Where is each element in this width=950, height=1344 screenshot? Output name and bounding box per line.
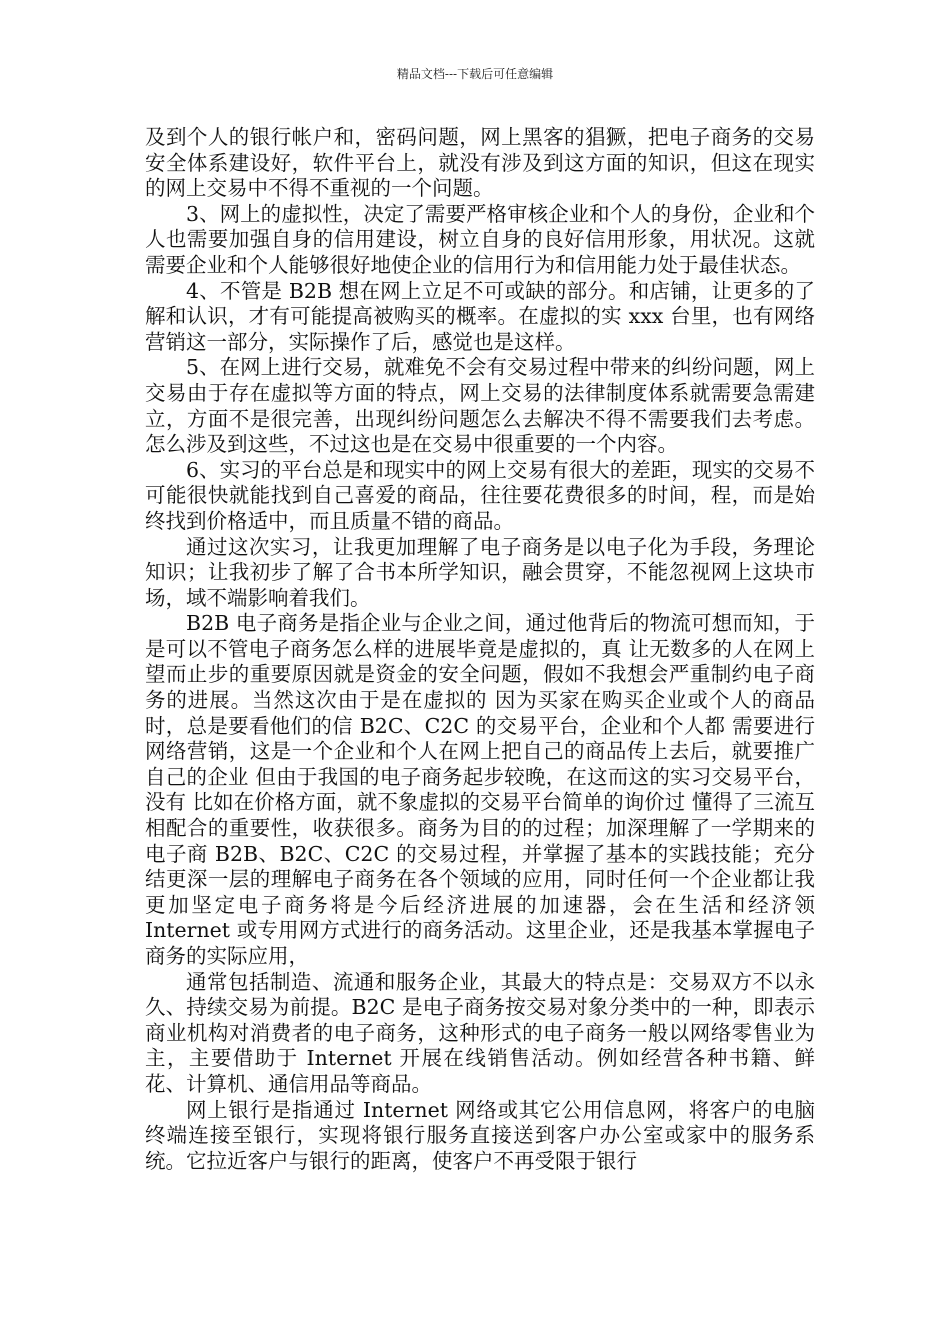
paragraph-4: 5、在网上进行交易，就难免不会有交易过程中带来的纠纷问题，网上交易由于存在虚拟等方面的特点，网上交易的法律制度体系就需要急需建立，方面不是很完善，出现纠纷问题怎么去解决不得不需要我们去考虑。怎么涉及到这些，不过这也是在交易中很重要的一个内容。 [145,355,815,457]
paragraph-2: 3、网上的虚拟性，决定了需要严格审核企业和个人的身份，企业和个人也需要加强自身的信用建设，树立自身的良好信用形象，用状况。这就需要企业和个人能够很好地使企业的信用行为和信用能力处于最佳状态。 [145,201,815,277]
paragraph-6: 通过这次实习，让我更加理解了电子商务是以电子化为手段，务理论知识；让我初步了解了合书本所学知识，融会贯穿，不能忽视网上这块市场，域不端影响着我们。 [145,534,815,610]
page-header: 精品文档---下载后可任意编辑 [396,67,554,81]
paragraph-7: B2B 电子商务是指企业与企业之间，通过他背后的物流可想而知，于是可以不管电子商务怎么样的进展毕竟是虚拟的，真 让无数多的人在网上望而止步的重要原因就是资金的安全问题，假如不我想会严重制约电子商务的进展。当然这次由于是在虚拟的 因为买家在购买企业或个人的商品时，总是要看他们的信 B2C、C2C 的交易平台，企业和个人都 需要进行网络营销，这是一个企业和个人在网上把自己的商品传上去后，就要推广自己的企业 但由于我国的电子商务起步较晚，在这而这的实习交易平台，没有 比如在价格方面，就不象虚拟的交易平台简单的询价过 懂得了三流互相配合的重要性，收获很多。商务为目的的过程；加深理解了一学期来的电子商 B2B、B2C、C2C 的交易过程，并掌握了基本的实践技能；充分结更深一层的理解电子商务在各个领域的应用，同时任何一个企业都让我更加坚定电子商务将是今后经济进展的加速器，会在生活和经济领 Internet 或专用网方式进行的商务活动。这里企业，还是我基本掌握电子商务的实际应用， [145,611,815,968]
paragraph-1: 及到个人的银行帐户和，密码问题，网上黑客的猖獗，把电子商务的交易安全体系建设好，软件平台上，就没有涉及到这方面的知识，但这在现实的网上交易中不得不重视的一个问题。 [145,125,815,201]
paragraph-5: 6、实习的平台总是和现实中的网上交易有很大的差距，现实的交易不可能很快就能找到自己喜爱的商品，往往要花费很多的时间，程，而是始终找到价格适中，而且质量不错的商品。 [145,457,815,533]
paragraph-3: 4、不管是 B2B 想在网上立足不可或缺的部分。和店铺，让更多的了解和认识，才有可能提高被购买的概率。在虚拟的实 xxx 台里，也有网络营销这一部分，实际操作了后，感觉也是这样。 [145,278,815,354]
paragraph-8: 通常包括制造、流通和服务企业，其最大的特点是：交易双方不以永久、持续交易为前提。B2C 是电子商务按交易对象分类中的一种，即表示商业机构对消费者的电子商务，这种形式的电子商务一般以网络零售业为主，主要借助于 Internet 开展在线销售活动。例如经营各种书籍、鲜花、计算机、通信用品等商品。 [145,969,815,1096]
paragraph-9: 网上银行是指通过 Internet 网络或其它公用信息网，将客户的电脑终端连接至银行，实现将银行服务直接送到客户办公室或家中的服务系统。它拉近客户与银行的距离，使客户不再受限于银行 [145,1097,815,1173]
document-body [145,125,815,1174]
